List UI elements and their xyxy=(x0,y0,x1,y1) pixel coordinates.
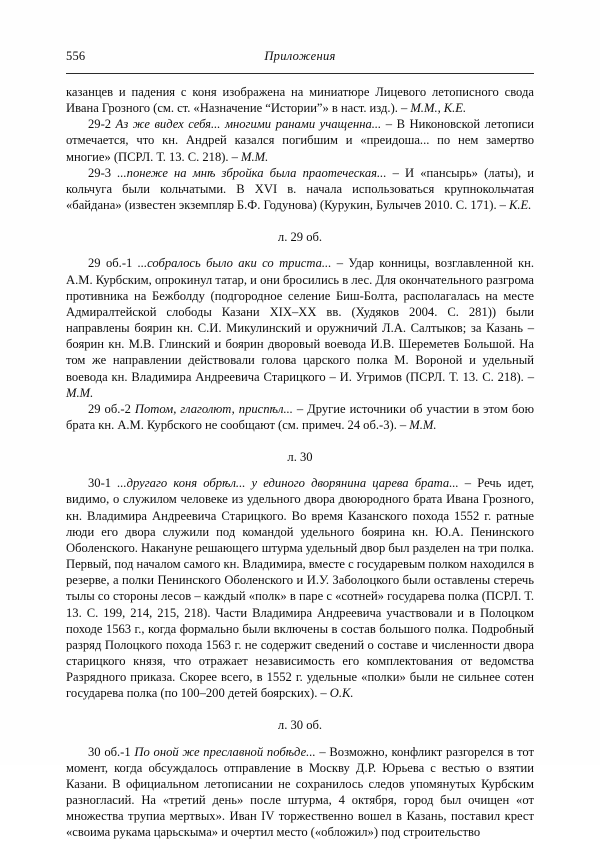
text-run: 29-3 xyxy=(88,165,118,180)
text-run: – Речь идет, видимо, о служилом человеке из удельного двора двоюродного брата Ивана Грозного, кн. Владимира Андреевича Старицкого. Во время Казанского похода 1552 г. ратные люди его двора служили под командой удельного боярина кн. Ю.А. Пенинского Оболенского. Накануне решающего штурма удельный двор был разделен на три полка. Первый, под началом самого кн. Владимира, вместе с государевым полком находился в резерве, а полки Пенинского Оболенского и И.У. Заболоцкого были оставлены стеречь тылы со стороны лесов – каждый «полк» в паре с «сотней» государева полка (ПСРЛ. Т. 13. С. 199, 214, 215, 218). Части Владимира Андреевича участвовали и в Полоцком походе 1563 г., когда формально были включены в состав большого полка. Подробный разряд Полоцкого похода 1563 г. не содержит сведений о составе и численности двора старицкого князя, что отражает независимость его комплектования от ведомства Разрядного приказа. Скорее всего, в 1552 г. удельные «полки» были не сильнее сотен государева полка (по 100–200 детей боярских). – xyxy=(66,476,535,701)
folio-heading-30: л. 30 xyxy=(287,450,313,465)
running-head-title: Приложения xyxy=(264,49,336,63)
text-run: – И «пансырь» (латы), и кольчуга были кольчатыми. В XVI в. начала использоваться крупнокольчатая «байдана» (известен экземпляр Б.Ф. Годунова) (Курукин, Булычев 2010. С. 171). – xyxy=(66,165,535,213)
text-run: 30-1 xyxy=(88,476,118,491)
vertical-space xyxy=(66,465,534,475)
italic-run: ...собралось было аки со триста... xyxy=(137,256,332,271)
vertical-space xyxy=(66,213,534,229)
italic-run: К.Е. xyxy=(509,198,532,213)
italic-run: М.М. xyxy=(409,417,437,432)
folio-heading-29-ob: л. 29 об. xyxy=(277,230,323,245)
text-run: 29-2 xyxy=(88,117,116,132)
text-run: – В Никоновской летописи отмечается, что кн. Андрей казался погибшим и «преидоша... по нем замертво многие» (ПСРЛ. Т. 13. С. 218). – xyxy=(66,117,534,164)
folio-heading-30-ob: л. 30 об. xyxy=(277,718,323,733)
vertical-space xyxy=(66,245,534,255)
text-run: – Удар конницы, возглавленной кн. А.М. Курбским, опрокинул татар, и они бросились в лес. Для окончательного разгрома противника на Бежболду (подгородное селение Биш-Болта, располагалась на месте Адмиралтейской слободы Казани XIX–XX вв. (Худяков 2004. С. 281)) были направлены боярин кн. С.И. Микулинский и оружничий Л.А. Салтыков; за Казань – боярин кн. М.В. Глинский и боярин дворовый воевода И.В. Шереметев Большой. На том же направлении действовали голова царского полка М. Вороной и удельный воевода кн. Владимира Андреевича Старицкого – И. Угримов (ПСРЛ. Т. 13. С. 218). – xyxy=(66,256,534,384)
italic-run: М.М. xyxy=(240,149,269,164)
italic-run: ...понеже на мнѣ збройка была праотеческая... xyxy=(117,165,387,180)
note-29-ob-1 xyxy=(66,255,534,400)
note-30-ob-1 xyxy=(66,744,534,841)
note-29-1-continuation xyxy=(66,84,534,116)
header-rule xyxy=(66,73,534,74)
text-run: казанцев и падения с коня изображена на миниатюре Лицевого летописного свода Ивана Грозного (см. ст. «Назначение “Истории”» в наст. изд.). – xyxy=(66,85,534,116)
note-29-ob-2 xyxy=(66,401,534,433)
italic-run: Аз же видех себя... многими ранами учащенна... xyxy=(115,117,382,132)
italic-run: Потом, глаголют, приспѣл... xyxy=(134,401,293,416)
note-29-3 xyxy=(66,165,534,213)
italic-run: О.К. xyxy=(329,686,354,701)
text-run: 29 об.-1 xyxy=(88,256,138,271)
text-run: 30 об.-1 xyxy=(88,744,135,759)
note-29-2 xyxy=(66,116,534,164)
note-30-1 xyxy=(66,475,534,701)
italic-run: ...другаго коня обрѣл... у единого дворянина царева брата... xyxy=(117,476,459,491)
italic-run: М.М., К.Е. xyxy=(410,101,467,116)
vertical-space xyxy=(66,433,534,449)
vertical-space xyxy=(66,701,534,717)
italic-run: По оной же преславной побѣде... xyxy=(134,744,316,759)
vertical-space xyxy=(66,734,534,744)
text-run: 29 об.-2 xyxy=(88,401,135,416)
italic-run: М.М. xyxy=(66,385,94,400)
text-run: – Другие источники об участии в этом бою брата кн. А.М. Курбского не сообщают (см. примеч. 24 об.-3). – xyxy=(66,401,534,432)
text-run: – Возможно, конфликт разгорелся в тот момент, когда обсуждалось отправление в Москву Д.Р. Юрьева с вестью о взятии Казани. В официальном летописании не сохранилось следов упомянутых Курбским разногласий. На «третий день» после штурма, 4 октября, город был очищен «от множества трупиа мертвых». Иван IV торжественно вошел в Казань, поставил крест «своима рукама царьскыма» и очертил место («обложил») под строительство xyxy=(66,744,534,840)
running-header xyxy=(66,48,534,74)
page-number: 556 xyxy=(66,49,86,63)
text-column xyxy=(66,84,534,841)
